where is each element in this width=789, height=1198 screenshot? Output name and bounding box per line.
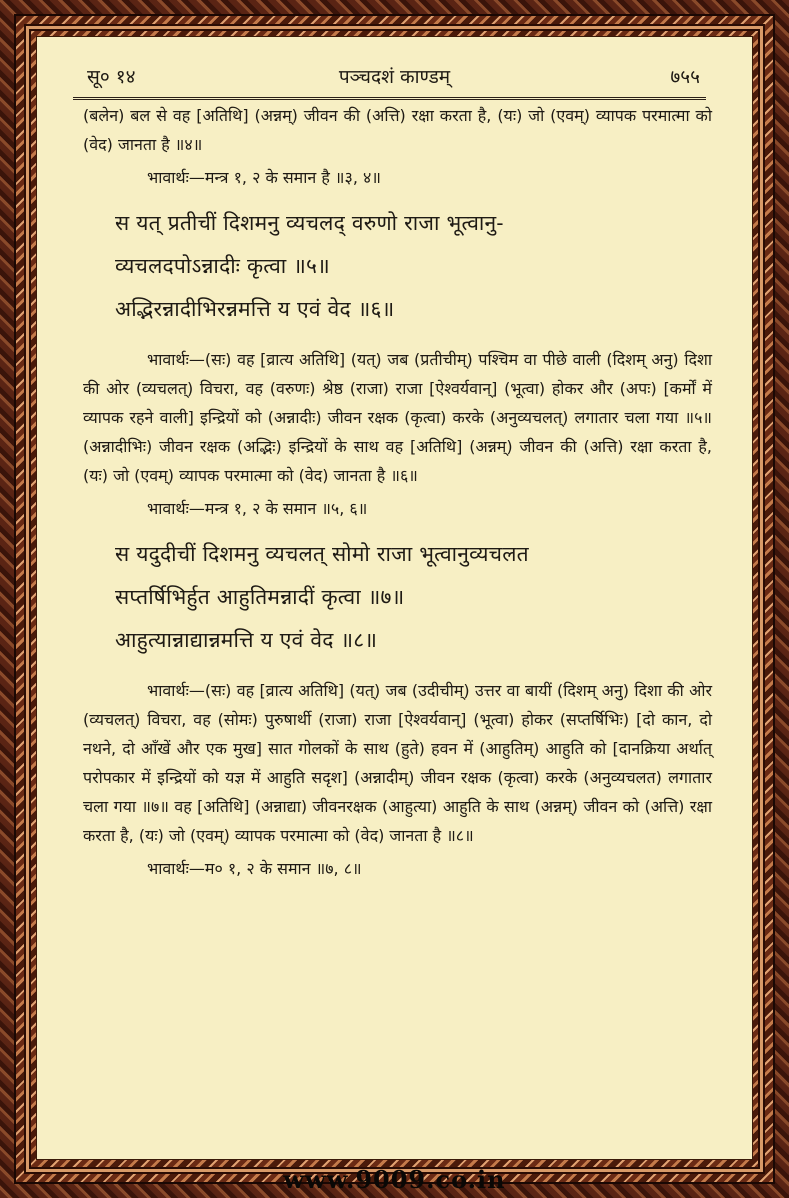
book-page	[36, 36, 753, 1160]
mantra-line: आहुत्यान्नाद्यान्नमत्ति य एवं वेद ॥८॥	[115, 628, 378, 652]
mantra-line: व्यचलदपोऽन्नादीः कृत्वा ॥५॥	[115, 254, 330, 278]
mantra-line: स यदुदीचीं दिशमनु व्यचलत् सोमो राजा भूत्वानुव्यचलत	[115, 542, 529, 566]
website-watermark: www.9009.co.in	[283, 1165, 506, 1194]
bhavarth-summary-2: भावार्थः—मन्त्र १, २ के समान ॥५, ६॥	[147, 499, 368, 518]
page-header	[77, 57, 712, 93]
mantra-line: अद्भिरन्नादीभिरन्नमत्ति य एवं वेद ॥६॥	[115, 297, 395, 321]
sutra-number: सू० १४	[87, 66, 136, 88]
page-body	[83, 101, 712, 889]
commentary-paragraph-3: भावार्थः—(सः) वह [व्रात्य अतिथि] (यत्) जब (उदीचीम्) उत्तर वा बायीं (दिशम् अनु) दिशा की ओर (व्यचलत्) विचरा, वह (सोमः) पुरुषार्थी (राजा) राजा [ऐश्वर्यवान्] (भूत्वा) होकर (सप्तर्षिभिः) [दो कान, दो नथने, दो आँखें और एक मुख] सात गोलकों के साथ (हुते) हवन में (आहुतिम्) आहुति को [दानक्रिया अर्थात् परोपकार में इन्द्रियों को यज्ञ में आहुति सदृश] (अन्नादीम्) जीवन रक्षक (कृत्वा) करके (अनुव्यचलत) लगातार चला गया ॥७॥ वह [अतिथि] (अन्नाद्या) जीवनरक्षक (आहुत्या) आहुति के साथ (अन्नम्) जीवन को (अत्ति) रक्षा करता है, (यः) जो (एवम्) व्यापक परमात्मा को (वेद) जानता है ॥८॥	[83, 681, 712, 845]
mantra-block-1	[83, 202, 712, 331]
chapter-title: पञ्चदशं काण्डम्	[338, 66, 451, 88]
mantra-block-2	[83, 533, 712, 662]
bhavarth-summary-3: भावार्थः—म० १, २ के समान ॥७, ८॥	[147, 859, 362, 878]
commentary-paragraph-1: (बलेन) बल से वह [अतिथि] (अन्नम्) जीवन की (अत्ति) रक्षा करता है, (यः) जो (एवम्) व्यापक परमात्मा को (वेद) जानता है ॥४॥	[83, 106, 712, 154]
mantra-line: सप्तर्षिभिर्हुत आहुतिमन्नादीं कृत्वा ॥७॥	[115, 585, 405, 609]
bhavarth-summary-1: भावार्थः—मन्त्र १, २ के समान है ॥३, ४॥	[147, 168, 381, 187]
page-number: ७५५	[670, 66, 700, 88]
commentary-paragraph-2: भावार्थः—(सः) वह [व्रात्य अतिथि] (यत्) जब (प्रतीचीम्) पश्चिम वा पीछे वाली (दिशम् अनु) दिशा की ओर (व्यचलत्) विचरा, वह (वरुणः) श्रेष्ठ (राजा) राजा [ऐश्वर्यवान्] (भूत्वा) होकर और (अपः) [कर्मों में व्यापक रहने वाली] इन्द्रियों को (अन्नादीः) जीवन रक्षक (कृत्वा) करके (अनुव्यचलत्) लगातार चला गया ॥५॥ (अन्नादीभिः) जीवन रक्षक (अद्भिः) इन्द्रियों के साथ वह [अतिथि] (अन्नम्) जीवन की (अत्ति) रक्षा करता है, (यः) जो (एवम्) व्यापक परमात्मा को (वेद) जानता है ॥६॥	[83, 350, 712, 485]
mantra-line: स यत् प्रतीचीं दिशमनु व्यचलद् वरुणो राजा भूत्वानु-	[115, 211, 504, 235]
header-rule	[73, 97, 706, 100]
